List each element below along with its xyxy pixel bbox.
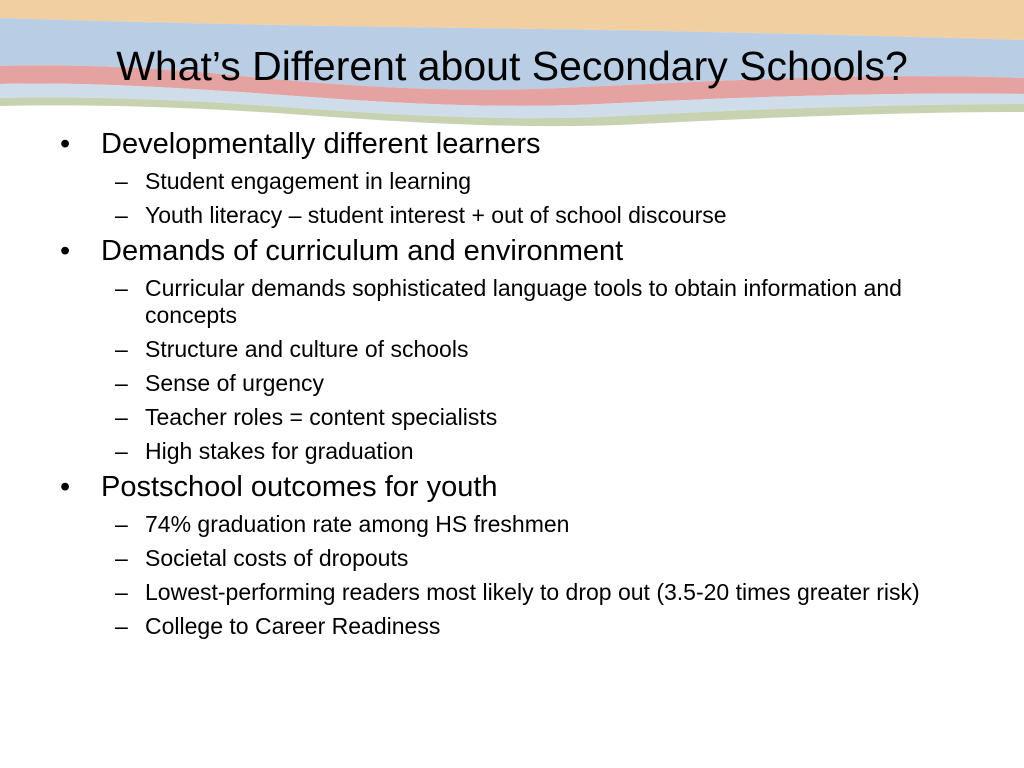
bullet-icon: •	[60, 471, 71, 503]
sub-bullet-text: 74% graduation rate among HS freshmen	[145, 511, 570, 537]
bullet-icon: •	[60, 128, 71, 160]
dash-icon: –	[115, 613, 128, 639]
sub-bullet-item	[58, 613, 958, 640]
bullet-text: Demands of curriculum and environment	[101, 235, 624, 267]
slide-title: What’s Different about Secondary Schools?	[116, 43, 908, 89]
sub-bullet-text: Lowest-performing readers most likely to drop out (3.5-20 times greater risk)	[145, 579, 920, 605]
sub-bullet-text: College to Career Readiness	[145, 613, 441, 639]
bullet-text: Postschool outcomes for youth	[101, 471, 498, 503]
dash-icon: –	[115, 438, 128, 464]
bullet-item	[58, 127, 958, 161]
dash-icon: –	[115, 579, 128, 605]
bullet-item	[58, 234, 958, 268]
sub-bullet-text: Societal costs of dropouts	[145, 545, 409, 571]
sub-bullet-item	[58, 511, 958, 538]
section-postschool	[58, 470, 958, 640]
sub-bullet-text: Sense of urgency	[145, 370, 325, 396]
dash-icon: –	[115, 336, 128, 362]
dash-icon: –	[115, 511, 128, 537]
sub-bullet-text: High stakes for graduation	[145, 438, 414, 464]
sub-bullet-item	[58, 404, 958, 431]
sub-bullet-item	[58, 438, 958, 465]
sub-bullet-text: Youth literacy – student interest + out of school discourse	[145, 202, 727, 228]
dash-icon: –	[115, 404, 128, 430]
sub-bullet-item	[58, 275, 958, 329]
sub-bullet-item	[58, 168, 958, 195]
dash-icon: –	[115, 202, 128, 228]
sub-bullet-item	[58, 370, 958, 397]
dash-icon: –	[115, 545, 128, 571]
sub-bullet-item	[58, 579, 958, 606]
section-demands	[58, 234, 958, 465]
bullet-text: Developmentally different learners	[101, 128, 541, 160]
bullet-item	[58, 470, 958, 504]
sub-bullet-text: Structure and culture of schools	[145, 336, 469, 362]
sub-bullet-item	[58, 202, 958, 229]
sub-bullet-text: Teacher roles = content specialists	[145, 404, 498, 430]
bullet-list	[58, 122, 958, 644]
bullet-icon: •	[60, 235, 71, 267]
dash-icon: –	[115, 370, 128, 396]
sub-bullet-text: Student engagement in learning	[145, 168, 472, 194]
section-developmental	[58, 127, 958, 229]
sub-bullet-item	[58, 545, 958, 572]
sub-bullet-text: Curricular demands sophisticated language tools to obtain information and concepts	[145, 275, 902, 328]
sub-bullet-item	[58, 336, 958, 363]
dash-icon: –	[115, 275, 128, 301]
dash-icon: –	[115, 168, 128, 194]
